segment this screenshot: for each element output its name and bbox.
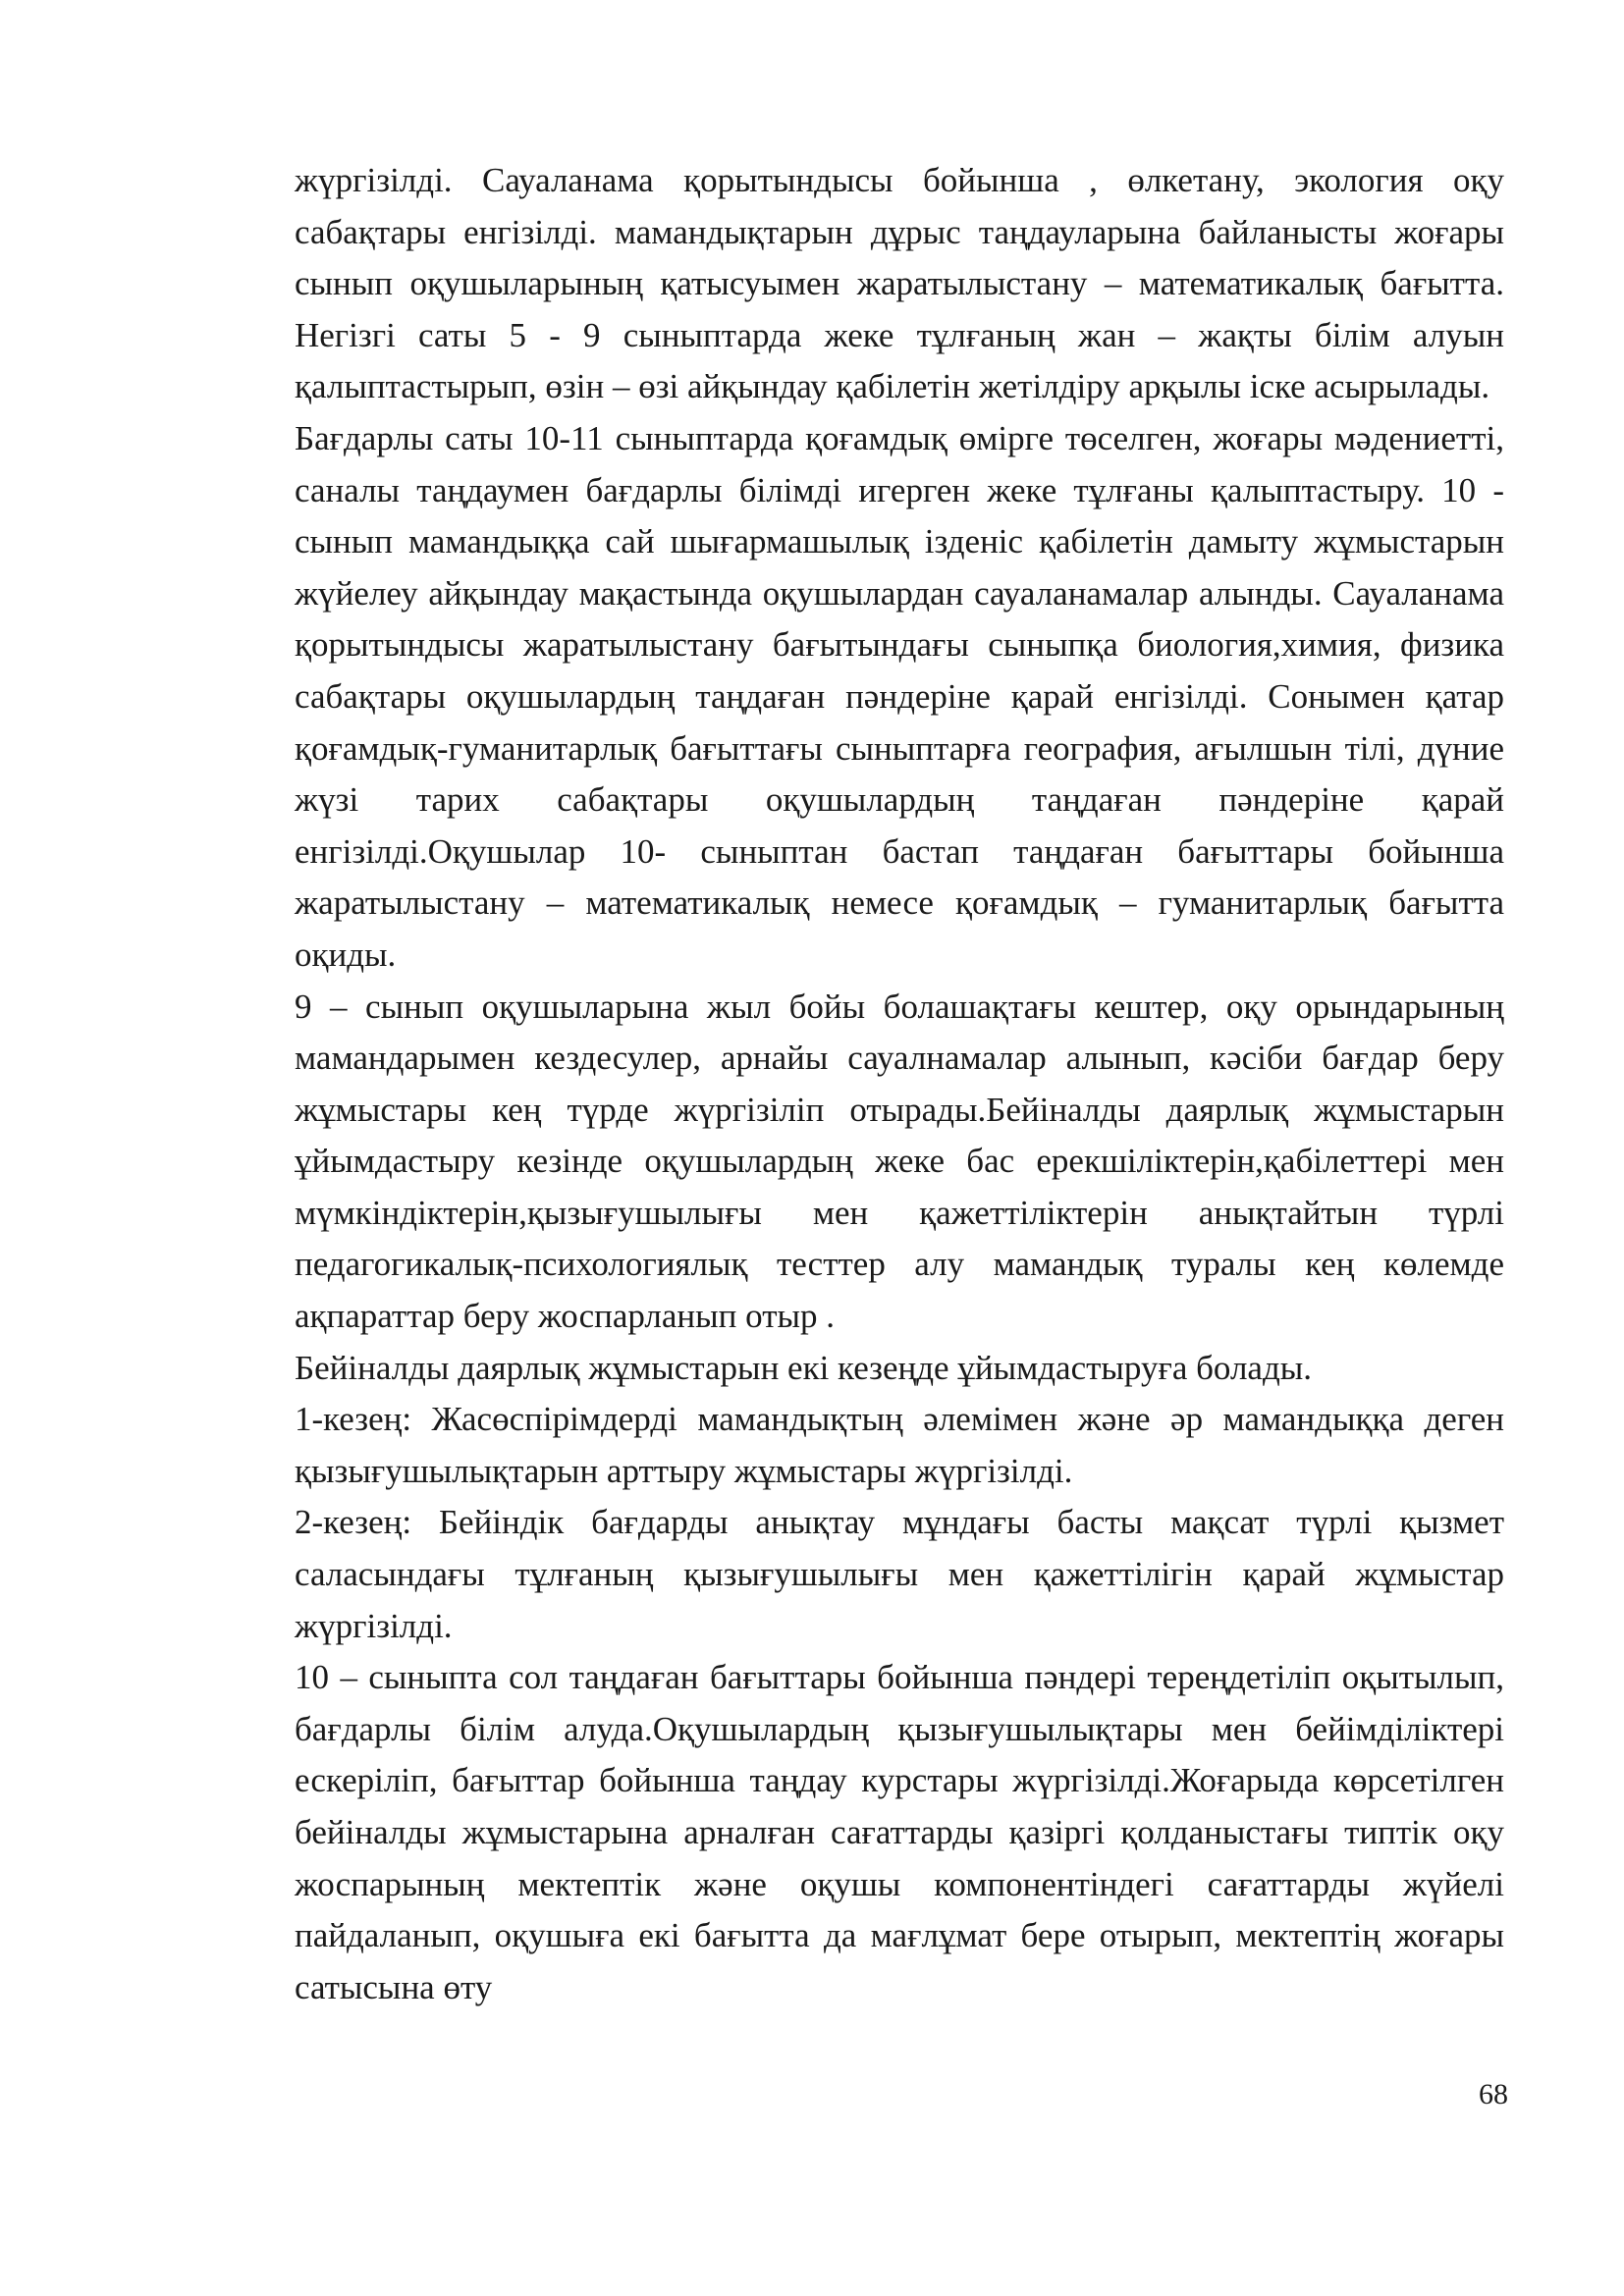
paragraph-4: Бейіналды даярлық жұмыстарын екі кезеңде ұйымдастыруға болады. xyxy=(295,1348,1313,1387)
page-number: 68 xyxy=(1479,2078,1508,2110)
paragraph-5: 1-кезең: Жасөспірімдерді мамандықтың әлемімен және әр мамандыққа деген қызығушылықтарын арттыру жұмыстары жүргізілді. xyxy=(295,1400,1504,1490)
paragraph-7: 10 – сыныпта сол таңдаған бағыттары бойынша пәндері тереңдетіліп оқытылып, бағдарлы білім алуда.Оқушылардың қызығушылықтары мен бейімділіктері ескеріліп, бағыттар бойынша таңдау курстары жүргізілді.Жоғарыда көрсетілген бейіналды жұмыстарына арналған сағаттарды қазіргі қолданыстағы типтік оқу жоспарының мектептік және оқушы компонентіндегі сағаттарды жүйелі пайдаланып, оқушыға екі бағытта да мағлұмат бере отырып, мектептің жоғары сатысына өту xyxy=(295,1658,1504,2006)
paragraph-1: жүргізілді. Сауаланама қорытындысы бойынша , өлкетану, экология оқу сабақтары енгізілді. мамандықтарын дұрыс таңдауларына байланысты жоғары сынып оқушыларының қатысуымен жаратылыстану – математикалық бағытта. Негізгі саты 5 - 9 сыныптарда жеке тұлғаның жан – жақты білім алуын қалыптастырып, өзін – өзі айқындау қабілетін жетілдіру арқылы іске асырылады. xyxy=(295,161,1504,406)
document-body xyxy=(295,155,1504,2013)
paragraph-3: 9 – сынып оқушыларына жыл бойы болашақтағы кештер, оқу орындарының мамандарымен кездесулер, арнайы сауалнамалар алынып, кәсіби бағдар беру жұмыстары кең түрде жүргізіліп отырады.Бейіналды даярлық жұмыстарын ұйымдастыру кезінде оқушылардың жеке бас ерекшіліктерін,қабілеттері мен мүмкіндіктерін,қызығушылығы мен қажеттіліктерін анықтайтын түрлі педагогикалық-психологиялық тесттер алу мамандық туралы кең көлемде ақпараттар беру жоспарланып отыр . xyxy=(295,987,1504,1336)
paragraph-6: 2-кезең: Бейіндік бағдарды анықтау мұндағы басты мақсат түрлі қызмет саласындағы тұлғаның қызығушылығы мен қажеттілігін қарай жұмыстар жүргізілді. xyxy=(295,1503,1504,1645)
paragraph-2: Бағдарлы саты 10-11 сыныптарда қоғамдық өмірге төселген, жоғары мәдениетті, саналы таңдаумен бағдарлы білімді игерген жеке тұлғаны қалыптастыру. 10 - сынып мамандыққа сай шығармашылық ізденіс қабілетін дамыту жұмыстарын жүйелеу айқындау мақастында оқушылардан сауаланамалар алынды. Сауаланама қорытындысы жаратылыстану бағытындағы сыныпқа биология,химия, физика сабақтары оқушылардың таңдаған пәндеріне қарай енгізілді. Сонымен қатар қоғамдық-гуманитарлық бағыттағы сыныптарға география, ағылшын тілі, дүние жүзі тарих сабақтары оқушылардың таңдаған пәндеріне қарай енгізілді.Оқушылар 10- сыныптан бастап таңдаған бағыттары бойынша жаратылыстану – математикалық немесе қоғамдық – гуманитарлық бағытта оқиды. xyxy=(295,418,1504,974)
